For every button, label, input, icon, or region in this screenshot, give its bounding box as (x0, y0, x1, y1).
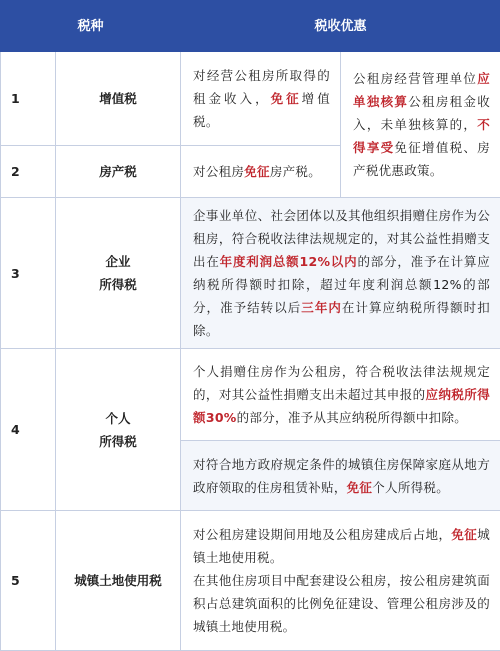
description-text: 对符合地方政府规定条件的城镇住房保障家庭从地方政府领取的住房租赁补贴， (193, 457, 490, 495)
separate-accounting-note (341, 52, 500, 198)
tax-name: 房产税 (56, 146, 181, 198)
tax-description (181, 349, 500, 441)
tax-description (181, 198, 500, 349)
description-text: 公租房租金收入，未单独核算的， (353, 94, 490, 132)
tax-name-line: 企业 (57, 250, 179, 273)
row-number: 2 (1, 146, 56, 198)
description-text: 个人捐赠住房作为公租房，符合税收法律法规规定的，对其公益性捐赠支出未超过其申报的 (193, 364, 490, 402)
highlight-text: 免征 (347, 480, 373, 495)
header-tax-type: 税种 (1, 1, 181, 52)
description-text: 在计算应纳税所得额时扣除。 (193, 300, 490, 338)
highlight-text: 不得享受 (353, 117, 490, 155)
tax-name (56, 349, 181, 511)
highlight-text: 免征 (451, 527, 477, 542)
highlight-text: 免征 (271, 91, 302, 106)
highlight-text: 年度利润总额12%以内 (220, 254, 358, 269)
description-text: 公租房经营管理单位 (353, 71, 477, 86)
table-row-land-use-tax (1, 511, 500, 651)
tax-description-subsidy (181, 441, 500, 511)
description-text: 对公租房建设期间用地及公租房建成后占地， (193, 527, 451, 542)
highlight-text: 应纳税所得额30% (193, 387, 490, 425)
description-text: 增值税。 (193, 91, 330, 129)
table-row-individual-income-tax (1, 349, 500, 441)
description-text: 在其他住房项目中配套建设公租房，按公租房建筑面积占总建筑面积的比例免征建设、管理公租房涉及的城镇土地使用税。 (193, 573, 490, 634)
tax-description (181, 52, 341, 146)
tax-name-line: 所得税 (57, 273, 179, 296)
description-text: 的部分，准予在计算应纳税所得额时扣除，超过年度利润总额12%的部分，准予结转以后 (193, 254, 490, 315)
table-row-vat (1, 52, 500, 146)
header-tax-benefit: 税收优惠 (181, 1, 500, 52)
highlight-text: 三年内 (301, 300, 342, 315)
description-text: 个人所得税。 (372, 480, 449, 495)
description-text: 企事业单位、社会团体以及其他组织捐赠住房作为公租房，符合税收法律法规规定的，对其公益性捐赠支出在 (193, 208, 490, 269)
row-number: 3 (1, 198, 56, 349)
row-number: 1 (1, 52, 56, 146)
row-number: 4 (1, 349, 56, 511)
tax-name (56, 198, 181, 349)
tax-name: 城镇土地使用税 (56, 511, 181, 651)
tax-name-line: 个人 (57, 407, 179, 430)
tax-description (181, 511, 500, 651)
description-text: 城镇土地使用税。 (193, 527, 490, 565)
table-header-row (1, 1, 500, 52)
description-text: 的部分，准予从其应纳税所得额中扣除。 (237, 410, 467, 425)
highlight-text: 应单独核算 (353, 71, 490, 109)
description-text: 房产税。 (270, 164, 321, 179)
table-row-enterprise-income-tax (1, 198, 500, 349)
description-text: 对公租房 (193, 164, 244, 179)
tax-description (181, 146, 341, 198)
tax-name-line: 所得税 (57, 430, 179, 453)
tax-name: 增值税 (56, 52, 181, 146)
description-text: 免征增值税、房产税优惠政策。 (353, 140, 490, 178)
highlight-text: 免征 (244, 164, 270, 179)
row-number: 5 (1, 511, 56, 651)
description-text: 对经营公租房所取得的租金收入， (193, 68, 330, 106)
